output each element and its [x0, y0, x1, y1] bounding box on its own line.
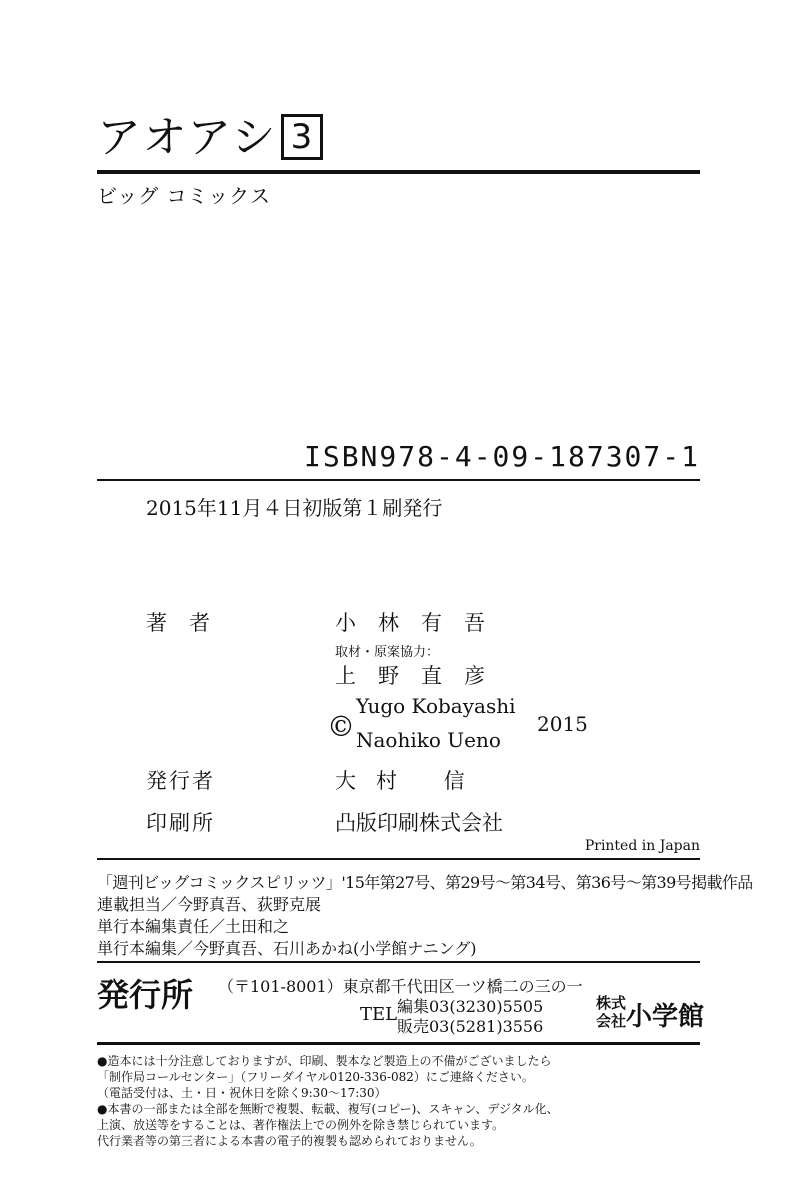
publisher-rule	[97, 1042, 700, 1045]
note-line-3: （電話受付は、土・日・祝休日を除く9:30〜17:30）	[97, 1086, 387, 1100]
note-line-6: 代行業者等の第三者による本書の電子的複製も認められておりません。	[97, 1134, 482, 1148]
note-line-1: ●造本には十分注意しておりますが、印刷、製本など製造上の不備がございましたら	[97, 1054, 552, 1068]
copyright-symbol: ©	[327, 710, 355, 743]
book-title: アオアシ	[97, 112, 278, 163]
credits-rule	[97, 858, 700, 860]
printer-name: 凸版印刷株式会社	[335, 811, 503, 835]
serialization-line-3: 単行本編集責任／土田和之	[97, 917, 290, 936]
isbn: ISBN978-4-09-187307-1	[303, 440, 700, 473]
publisher-address: （〒101-8001）東京都千代田区一ツ橋二の三の一	[218, 977, 583, 996]
company-kind-bottom: 会社	[596, 1012, 627, 1030]
copyright-year: 2015	[537, 712, 588, 736]
tel-editorial: 編集03(3230)5505	[397, 997, 544, 1016]
title-rule	[97, 170, 700, 174]
issuer-label: 発行者	[146, 769, 215, 793]
cooperation-name: 上野直彦	[335, 664, 507, 688]
volume-number: 3	[281, 114, 323, 160]
company-name: 小学館	[626, 1002, 705, 1032]
serialization-line-2: 連載担当／今野真吾、荻野克展	[97, 895, 322, 914]
serialization-line-1: 「週刊ビッグコミックスピリッツ」'15年第27号、第29号〜第34号、第36号〜第39号掲載作品	[97, 873, 753, 892]
publication-date: 2015年11月４日初版第１刷発行	[146, 496, 443, 520]
isbn-rule	[97, 479, 700, 481]
company-kind-top: 株式	[596, 994, 627, 1012]
printed-in: Printed in Japan	[584, 838, 700, 854]
tel-sales: 販売03(5281)3556	[397, 1017, 544, 1036]
series-name: ビッグ コミックス	[97, 184, 271, 208]
note-line-2: 「制作局コールセンター」（フリーダイヤル0120-336-082）にご連絡ください。	[97, 1070, 534, 1084]
publisher-heading: 発行所	[97, 976, 194, 1014]
tel-label: TEL	[360, 1004, 398, 1025]
serialization-line-4: 単行本編集／今野真吾、石川あかね(小学館ナニング)	[97, 939, 477, 958]
author-label: 著者	[146, 611, 232, 635]
printer-label: 印刷所	[146, 811, 215, 835]
author-name: 小林有吾	[335, 611, 507, 635]
copyright-holder-2: Naohiko Ueno	[356, 728, 501, 752]
serialization-rule	[97, 961, 700, 963]
copyright-holder-1: Yugo Kobayashi	[356, 694, 516, 718]
book-title-block	[97, 112, 323, 164]
issuer-name: 大村 信	[335, 769, 485, 793]
cooperation-label: 取材・原案協力：	[335, 645, 440, 660]
note-line-5: 上演、放送等をすることは、著作権法上での例外を除き禁じられています。	[97, 1118, 505, 1132]
note-line-4: ●本書の一部または全部を無断で複製、転載、複写(コピー)、スキャン、デジタル化、	[97, 1102, 559, 1116]
